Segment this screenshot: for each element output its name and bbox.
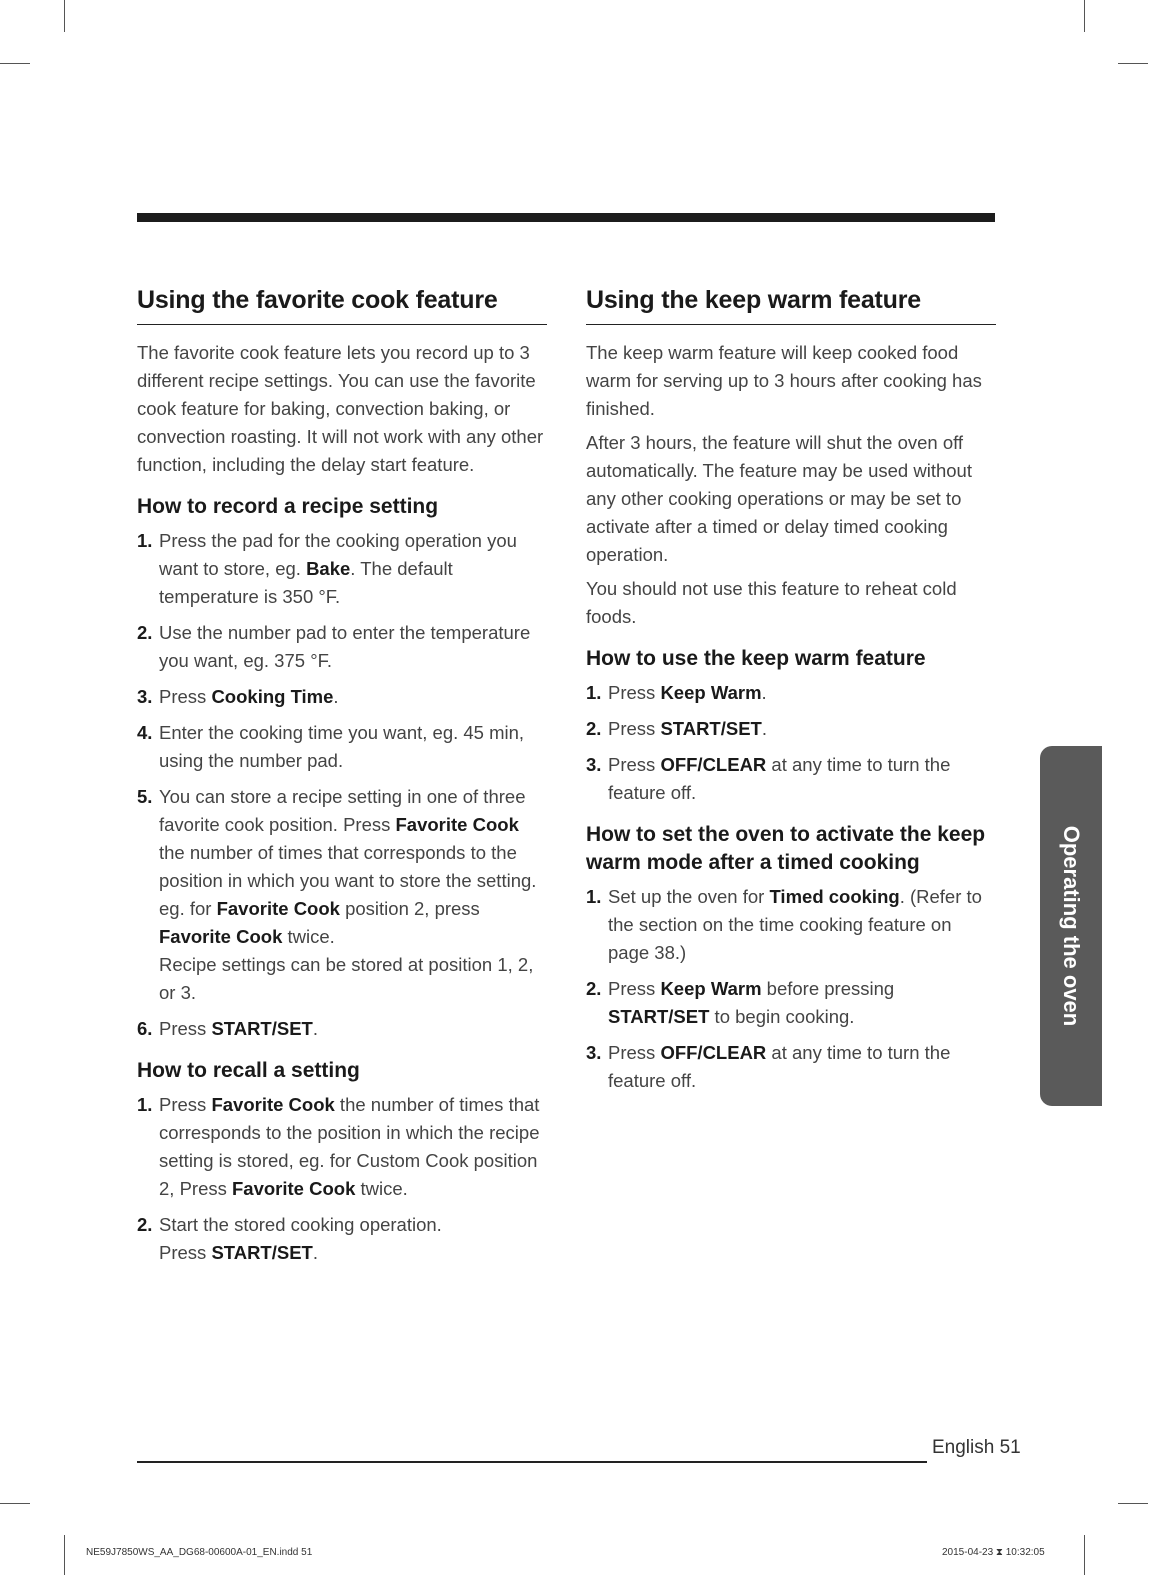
step-number: 2. [586,978,602,999]
step-text: at any time to turn the feature off. [608,754,951,803]
step-number: 4. [137,722,153,743]
crop-mark [0,63,30,64]
step-number: 1. [137,530,153,551]
step-number: 3. [137,686,153,707]
step-text: . [761,718,767,739]
step-text: at any time to turn the feature off. [608,1042,951,1091]
crop-mark [1118,63,1148,64]
step-number: 2. [137,622,153,643]
list-item [137,527,547,611]
step-text: Use the number pad to enter the temperature you want, eg. 375 °F. [159,622,531,671]
button-name: Favorite Cook [211,1094,335,1115]
crop-mark [64,1535,65,1575]
list-item [586,975,996,1031]
step-number: 2. [586,718,602,739]
step-text: You can store a recipe setting in one of three favorite cook position. Press [159,786,526,835]
step-text: the number of times that corresponds to the position in which the recipe setting is stored, eg. for Custom Cook position 2, Press [159,1094,540,1199]
chapter-side-tab [1040,746,1102,1106]
step-text: Press [159,1094,212,1115]
print-slug-file: NE59J7850WS_AA_DG68-00600A-01_EN.indd 51 [86,1547,313,1558]
list-item [586,751,996,807]
list-item [586,883,996,967]
list-item [137,683,547,711]
step-text: Press [159,1018,212,1039]
subheading-recall: How to recall a setting [137,1059,360,1082]
use-keep-warm-steps [586,679,996,807]
step-text: . (Refer to the section on the time cooking feature on page 38.) [608,886,982,963]
keep-warm-paragraph: After 3 hours, the feature will shut the oven off automatically. The feature may be used without any other cooking operations or may be set to activate after a timed or delay timed cooking operation. [586,432,972,565]
step-text: Press [159,1242,212,1263]
list-item [137,783,547,1007]
section-title-keep-warm: Using the keep warm feature [586,284,996,325]
button-name: Cooking Time [211,686,334,707]
subheading-timed-keep-warm: How to set the oven to activate the keep warm mode after a timed cooking [586,823,986,874]
step-text: twice. [282,926,335,947]
step-number: 6. [137,1018,153,1039]
step-number: 1. [586,886,602,907]
crop-mark [1118,1503,1148,1504]
keep-warm-paragraph: The keep warm feature will keep cooked food warm for serving up to 3 hours after cooking has finished. [586,342,982,419]
step-text: position 2, press [339,898,480,919]
crop-mark [64,0,65,32]
button-name: Keep Warm [660,978,762,999]
step-text: . [312,1242,318,1263]
subheading-record: How to record a recipe setting [137,495,439,518]
step-number: 2. [137,1214,153,1235]
step-text: before pressing [761,978,895,999]
record-steps [137,527,547,1043]
button-name: Favorite Cook [395,814,519,835]
step-number: 1. [137,1094,153,1115]
step-text: Start the stored cooking operation. [159,1214,442,1235]
print-slug-date: 2015-04-23 ⧗ 10:32:05 [942,1547,1045,1558]
step-number: 3. [586,1042,602,1063]
button-name: OFF/CLEAR [660,754,767,775]
step-text: Enter the cooking time you want, eg. 45 min, using the number pad. [159,722,525,771]
button-name: Favorite Cook [159,926,283,947]
crop-mark [1084,0,1085,32]
step-number: 5. [137,786,153,807]
list-item [137,1211,547,1267]
step-text: twice. [355,1178,408,1199]
left-column [137,284,547,1275]
step-text: Recipe settings can be stored at position 1, 2, or 3. [159,954,534,1003]
subheading-use-keep-warm: How to use the keep warm feature [586,647,926,670]
favorite-cook-intro: The favorite cook feature lets you record up to 3 different recipe settings. You can use the favorite cook feature for baking, convection baking, or convection roasting. It will not work with any other function, including the delay start feature. [137,342,544,475]
button-name: Favorite Cook [232,1178,356,1199]
button-name: START/SET [211,1018,313,1039]
step-text: eg. for [159,898,217,919]
list-item [137,619,547,675]
button-name: Keep Warm [660,682,762,703]
button-name: Timed cooking [769,886,900,907]
list-item [137,1091,547,1203]
header-rule [137,213,995,222]
button-name: Favorite Cook [216,898,340,919]
step-text: Press [159,686,212,707]
list-item [586,1039,996,1095]
list-item [137,719,547,775]
crop-mark [0,1503,30,1504]
step-number: 1. [586,682,602,703]
button-name: START/SET [660,718,762,739]
step-text: Set up the oven for [608,886,770,907]
step-text: Press [608,978,661,999]
step-text: the number of times that corresponds to the position in which you want to store the setting. [159,842,537,891]
list-item [137,1015,547,1043]
crop-mark [1084,1535,1085,1575]
page-number: English 51 [932,1437,1021,1458]
list-item [586,715,996,743]
chapter-side-tab-label: Operating the oven [1059,825,1084,1027]
step-text: Press [608,754,661,775]
list-item [586,679,996,707]
step-text: Press [608,718,661,739]
step-text: . [761,682,767,703]
step-text: Press [608,1042,661,1063]
button-name: START/SET [608,1006,710,1027]
step-text: . [312,1018,318,1039]
right-column [586,284,996,1103]
step-number: 3. [586,754,602,775]
section-title-favorite-cook: Using the favorite cook feature [137,284,547,325]
button-name: Bake [306,558,351,579]
timed-keep-warm-steps [586,883,996,1095]
step-text: to begin cooking. [709,1006,855,1027]
step-text: Press the pad for the cooking operation you want to store, eg. [159,530,517,579]
footer-rule [137,1461,927,1463]
button-name: OFF/CLEAR [660,1042,767,1063]
keep-warm-paragraph: You should not use this feature to reheat cold foods. [586,578,957,627]
step-text: . [333,686,339,707]
step-text: . The default temperature is 350 °F. [159,558,453,607]
recall-steps [137,1091,547,1267]
step-text: Press [608,682,661,703]
button-name: START/SET [211,1242,313,1263]
